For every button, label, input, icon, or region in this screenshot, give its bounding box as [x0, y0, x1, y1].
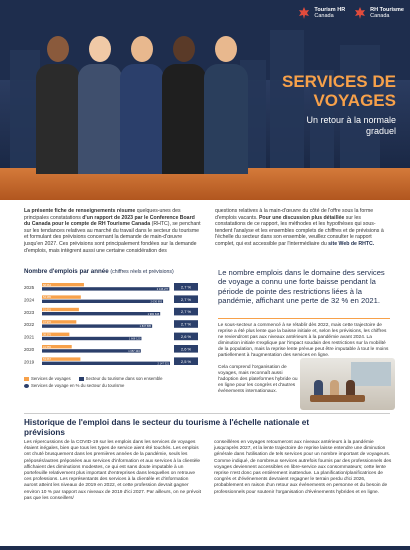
- percent-label: 2,7 %: [180, 284, 192, 290]
- intro-section: [24, 208, 392, 254]
- bar-total-label: 2 147 321: [157, 362, 169, 366]
- bar-total: [42, 349, 141, 352]
- chart-title-text: Nombre d'emplois par année: [24, 268, 109, 275]
- bar-total-label: 2 136 277: [156, 288, 169, 291]
- office-photo: [300, 358, 395, 410]
- bar-total-label: 1 657 494: [128, 350, 140, 353]
- page-subtitle: Un retour à la normale graduel: [306, 115, 396, 136]
- bar-total: [42, 287, 169, 290]
- bar-total: [42, 362, 170, 365]
- year-tick-label: 2020: [24, 347, 35, 352]
- body-paragraph: Le sous-secteur a commencé à se rétablir dès 2022, mais cette trajectoire de reprise a été plus lente que la baisse initiale et, selon les prévisions, les chiffres ne reviendront pas aux niveaux antérieurs à la pandémie avant 2024. La diminution initiale s'explique par l'impact soudain des restrictions sur la mobilité de la population, mais la reprise lente prévue peut être imputable à tout le moins partiellement à l'augmentation des services en ligne.: [218, 323, 389, 359]
- logo-line1: RH Tourisme: [370, 6, 404, 13]
- maple-leaf-icon: [353, 6, 367, 20]
- percent-label: 2,6 %: [180, 334, 192, 339]
- bar-total: [42, 337, 141, 340]
- percent-label: 2,6 %: [180, 346, 192, 352]
- logo-line2: Canada: [314, 13, 334, 19]
- logos: [297, 6, 404, 20]
- hero-banner: [0, 0, 410, 200]
- percent-label: 2,5 %: [180, 358, 192, 364]
- year-tick-label: 2025: [24, 285, 35, 290]
- title-line-2: VOYAGES: [313, 91, 396, 110]
- person-illustration: [120, 36, 164, 174]
- chart-title: [24, 268, 174, 275]
- logo-line2: Canada: [370, 13, 390, 19]
- section-column-1: Les répercussions de la COVID-19 sur les emplois dans les services de voyages étaient inégales, bien que tous les types de service aient été touchés. Les emplois ont chuté brusquement dans les premières années de la pandémie, seuls les préposés/autres préposées aux services d'information et aux services à la clientèle affichaient des diminutions modestes, ce qui est sans doute imputable à un portefeuille relativement plus important d'entreprises dans lesquelles on retrouve ces professions. Les représentants des services à la clientèle et d'information auront atteint les niveaux de 2019 en 2022, et cette profession devrait gagner environ 10 % par rapport aux niveaux de 2019 d'ici 2027. Par ailleurs, on ne prévoit pas que les conseillers/: [24, 440, 201, 501]
- section-body: [24, 440, 392, 502]
- intro-bold: d'un rapport de 2023 par le Conference Board du Canada pour le compte de RH Tourisme Canada: [24, 214, 195, 228]
- intro-column-1: [24, 208, 201, 254]
- intro-text: quelques-unes des principales constatations: [24, 208, 181, 221]
- bar-total: [42, 324, 152, 327]
- logo-rh-tourisme: [353, 6, 404, 20]
- chart-legend: [24, 376, 204, 388]
- intro-text: (RHTC), se penchant sur les tendances relatives au marché du travail dans le secteur du tourisme et formulant des prévisions concernant la demande de main-d'œuvre jusqu'en 2027. Ces prévisions sont principalement fondées sur la demande d'emplois, mais intègrent aussi une certaine considération des: [24, 221, 201, 254]
- bar-travel-label: 58 664: [43, 283, 51, 287]
- bar-total-label: 1 982 645: [147, 312, 160, 316]
- logo-line1: Tourism HR: [314, 6, 346, 13]
- intro-text: questions relatives à la main-d'œuvre du côté de l'offre sous la forme d'emplois vacants.: [215, 208, 374, 221]
- footer-bar: [0, 546, 410, 550]
- chart-title-note: (chiffres réels et prévisions): [110, 269, 174, 275]
- callout-text: Le nombre emplois dans le domaine des services de voyage a connu une forte baisse pendant la période de pointe des restrictions liées à la pandémie, affichant une perte de 32 % en 2021.: [218, 268, 385, 306]
- percent-label: 2,7 %: [180, 321, 192, 327]
- percent-label: 2,7 %: [180, 296, 192, 302]
- intro-bold: La présente fiche de renseignements résume: [24, 208, 136, 214]
- callout-divider: [218, 318, 390, 319]
- section-column-2: conseillères en voyages retourneront aux niveaux antérieurs à la pandémie jusqu'après 2027, et la lente trajectoire de reprise laisse entendre une diminution générale dans l'utilisation de tels services pour un nombre important de voyageurs. Comme indiqué, de nombreux services autrefois fournis par des professionnels des voyages deviennent accessibles en libre-service aux consommateurs; cette lente reprise n'est donc pas entièrement inattendue. La planification/planificatrices de congrès et d'événements devraient regagner le terrain perdu d'ici 2026, probablement en raison d'un retour aux événements en personne et du besoin de professionnels pour soutenir l'organisation d'événements hybrides et en ligne.: [214, 440, 392, 495]
- bar-total-label: 2 030 993: [150, 300, 163, 304]
- year-tick-label: 2019: [24, 359, 35, 365]
- bar-total-label: 1 668 120: [128, 337, 141, 341]
- year-tick-label: 2024: [24, 297, 35, 303]
- legend-item: [24, 383, 124, 388]
- section-divider: [24, 413, 390, 414]
- person-illustration: [204, 36, 248, 174]
- bar-total: [42, 300, 163, 303]
- bar-travel-label: 54 285: [43, 296, 51, 300]
- body-paragraph: Cela comprend l'organisation de voyages, mais reconnaît aussi l'adoption des plateformes hybride ou en ligne pour les congrès et d'autres événements internationaux.: [218, 365, 298, 395]
- person-illustration: [162, 36, 206, 174]
- person-illustration: [78, 36, 122, 174]
- bar-travel-label: 51 601: [43, 308, 51, 312]
- section-heading: Historique de l'emploi dans le secteur du tourisme à l'échelle nationale et prévisions: [24, 418, 310, 437]
- bar-total-label: 1 847 585: [139, 325, 152, 329]
- person-illustration: [36, 36, 80, 174]
- year-tick-label: 2022: [24, 322, 35, 328]
- intro-bold: Pour une discussion plus détaillée: [258, 214, 345, 221]
- maple-leaf-icon: [297, 6, 311, 20]
- bar-travel-label: 41 555: [43, 345, 51, 349]
- intro-column-2: [215, 208, 392, 254]
- bar-travel-label: 47 976: [43, 321, 51, 324]
- legend-label: Services de voyages: [31, 376, 71, 381]
- legend-label: Secteur du tourisme dans son ensemble: [85, 376, 163, 381]
- legend-item: [79, 376, 163, 381]
- title-line-1: SERVICES DE: [281, 72, 396, 91]
- page-title: [282, 72, 396, 110]
- year-tick-label: 2023: [24, 309, 35, 315]
- legend-label: Services de voyage en % du secteur du tourisme: [31, 383, 125, 388]
- intro-text: sur les constatations de ce rapport, les méthodes et les hypothèses qui sous-tendent l'analyse et les ensembles complets de chiffres et de prévisions à l'échelle du secteur dans son ensemble, veuillez consulter le rapport complet, qui est accessible par l'intermédiaire du: [215, 214, 384, 247]
- logo-tourism-hr: [297, 6, 345, 20]
- bar-travel-label: 53 667: [43, 358, 51, 362]
- percent-label: 2,7 %: [180, 309, 192, 315]
- jobs-bar-chart: [24, 280, 204, 370]
- site-link[interactable]: site Web de RHTC.: [328, 240, 375, 247]
- year-tick-label: 2021: [24, 334, 35, 340]
- bar-total: [42, 312, 160, 315]
- bar-travel-label: 38 276: [43, 333, 51, 337]
- legend-item: [24, 376, 71, 381]
